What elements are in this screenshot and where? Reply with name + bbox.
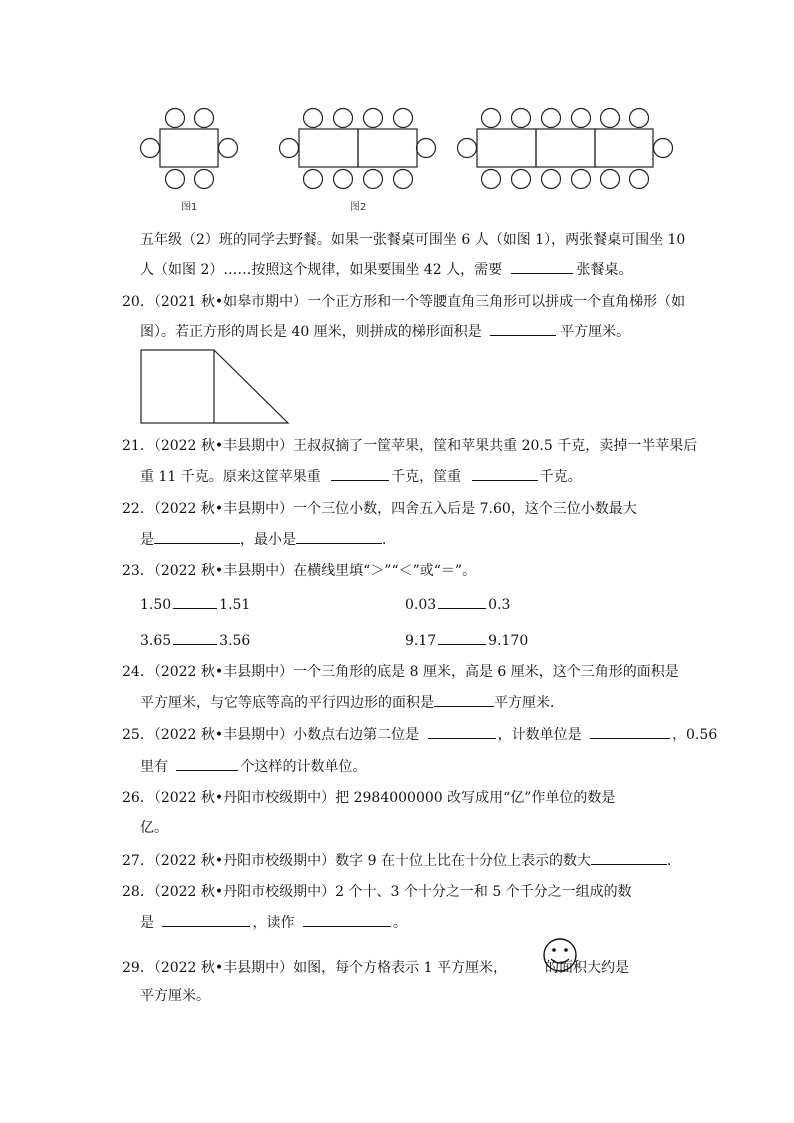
chair — [458, 139, 477, 158]
answer-blank[interactable] — [434, 692, 494, 707]
answer-blank[interactable] — [173, 630, 217, 645]
answer-blank[interactable] — [591, 850, 667, 865]
answer-blank[interactable] — [162, 912, 250, 927]
q23-compare-1: 1.50 1.51 — [140, 594, 250, 615]
chair — [572, 170, 591, 189]
chair — [364, 170, 383, 189]
q26-line1: 26．（2022 秋•丹阳市校级期中）把 2984000000 改写成用“亿”作单位的数是 — [122, 790, 616, 806]
table-1 — [160, 129, 218, 167]
chair — [304, 109, 323, 128]
chair — [512, 170, 531, 189]
q24-line2: 平方厘米，与它等底等高的平行四边形的面积是 平方厘米． — [140, 692, 564, 713]
q28-line2: 是 ，读作 。 — [140, 912, 407, 933]
chair — [334, 109, 353, 128]
answer-blank[interactable] — [438, 630, 486, 645]
answer-blank[interactable] — [511, 259, 573, 274]
chair — [601, 170, 620, 189]
chair — [417, 139, 436, 158]
chair — [195, 170, 214, 189]
q19-line2: 人（如图 2）……按照这个规律，如果要围坐 42 人，需要 张餐桌。 — [140, 259, 633, 280]
chair — [572, 109, 591, 128]
square-shape — [141, 350, 214, 423]
q27-line1: 27．（2022 秋•丹阳市校级期中）数字 9 在十位上比在十分位上表示的数大 ． — [122, 850, 681, 871]
chair — [195, 109, 214, 128]
q22-line2: 是 ，最小是 ． — [140, 529, 396, 550]
q26-line2: 亿。 — [140, 820, 168, 836]
chair — [630, 170, 649, 189]
answer-blank[interactable] — [154, 529, 240, 544]
chair — [542, 109, 561, 128]
answer-blank[interactable] — [296, 529, 382, 544]
q29-line2: 平方厘米。 — [140, 988, 210, 1004]
q20-line2: 图）。若正方形的周长是 40 厘米，则拼成的梯形面积是 平方厘米。 — [140, 321, 630, 342]
q23-line1: 23．（2022 秋•丰县期中）在横线里填“＞”“＜”或“＝”。 — [122, 563, 477, 579]
answer-blank[interactable] — [331, 466, 389, 481]
chair — [304, 170, 323, 189]
table-2a — [299, 129, 358, 167]
chair — [482, 109, 501, 128]
q21-line2: 重 11 千克。原来这筐苹果重 千克，筐重 千克。 — [140, 466, 582, 487]
chair — [334, 170, 353, 189]
chair — [394, 170, 413, 189]
chair — [512, 109, 531, 128]
chair — [141, 139, 160, 158]
q29-line1: 29．（2022 秋•丰县期中）如图，每个方格表示 1 平方厘米， 的面积大约是 — [122, 960, 629, 976]
table-3c — [595, 129, 653, 167]
chair — [542, 170, 561, 189]
answer-blank[interactable] — [176, 756, 238, 771]
q23-compare-4: 9.17 9.170 — [405, 630, 528, 651]
chair — [601, 109, 620, 128]
answer-blank[interactable] — [590, 724, 670, 739]
chair — [166, 170, 185, 189]
q23-compare-2: 0.03 0.3 — [405, 594, 510, 615]
q23-compare-3: 3.65 3.56 — [140, 630, 250, 651]
table-seating-figure — [0, 0, 794, 220]
q24-line1: 24．（2022 秋•丰县期中）一个三角形的底是 8 厘米，高是 6 厘米，这个三角形的面积是 — [122, 664, 679, 680]
triangle-shape — [214, 350, 288, 423]
figure-2-caption: 图2 — [350, 202, 367, 213]
chair — [166, 109, 185, 128]
q19-line1: 五年级（2）班的同学去野餐。如果一张餐桌可围坐 6 人（如图 1），两张餐桌可围坐 10 — [140, 232, 686, 248]
q20-line1: 20．（2021 秋•如皋市期中）一个正方形和一个等腰直角三角形可以拼成一个直角梯形（如 — [122, 294, 686, 310]
chair — [630, 109, 649, 128]
answer-blank[interactable] — [438, 594, 486, 609]
q21-line1: 21．（2022 秋•丰县期中）王叔叔摘了一筐苹果，筐和苹果共重 20.5 千克，卖掉一半苹果后 — [122, 438, 698, 454]
chair — [394, 109, 413, 128]
table-3a — [477, 129, 536, 167]
table-3b — [536, 129, 595, 167]
chair — [280, 139, 299, 158]
table-2b — [358, 129, 417, 167]
answer-blank[interactable] — [472, 466, 538, 481]
chair — [654, 139, 673, 158]
chair — [219, 139, 238, 158]
q25-line2: 里有 个这样的计数单位。 — [140, 756, 366, 777]
answer-blank[interactable] — [490, 321, 556, 336]
q25-line1: 25．（2022 秋•丰县期中）小数点右边第二位是 ，计数单位是 ，0.56 — [122, 724, 717, 745]
q22-line1: 22．（2022 秋•丰县期中）一个三位小数，四舍五入后是 7.60，这个三位小数最大 — [122, 501, 637, 517]
answer-blank[interactable] — [303, 912, 391, 927]
chair — [482, 170, 501, 189]
q28-line1: 28．（2022 秋•丹阳市校级期中）2 个十、3 个十分之一和 5 个千分之一组成的数 — [122, 884, 632, 900]
chair — [364, 109, 383, 128]
answer-blank[interactable] — [428, 724, 496, 739]
answer-blank[interactable] — [173, 594, 217, 609]
figure-1-caption: 图1 — [181, 202, 198, 213]
